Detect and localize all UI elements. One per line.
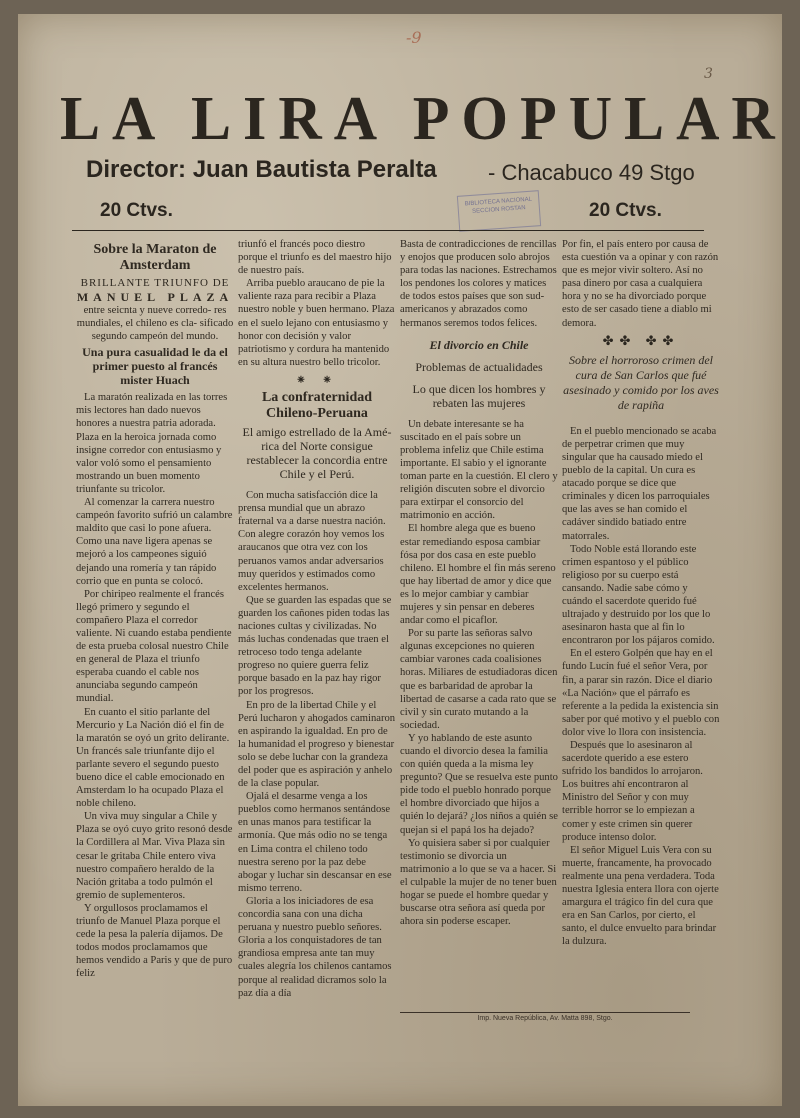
column-4 — [562, 238, 720, 949]
paragraph: En el pueblo mencionado se acaba de perpetrar crimen que muy singular que ha causado miedo el pueblo de la capital. Un cura es atacado porque se dice que criminales y dicen los parroquiales que las aves se han comido el cadáver sindido batiado entre matorrales. — [562, 425, 717, 542]
paragraph: Un debate interesante se ha suscitado en el país sobre un problema infeliz que Chile estima importante. El sabio y el ignorante toman parte en la cuestión. El clero y religión discuten sobre el divorcio para extirpar el consorcio del matrimonio en acción. — [400, 418, 558, 522]
column-1 — [76, 238, 234, 981]
article-title-divorcio: El divorcio en Chile — [429, 337, 529, 352]
paragraph: En el estero Golpén que hay en el fundo Lucín fué el señor Vera, por fin, a parar sin razón. Dice el diario «La Nación» que el párrafo es referente a la pedida la existencia sin saber por qué motivo y el pueblo con dolor vive lo llora con insistencia. — [562, 648, 720, 738]
price-right: 20 Ctvs. — [589, 200, 662, 221]
paragraph: Después que lo asesinaron al sacerdote querido a ese estero sufrido los bandidos lo arrojaron. Los buitres ahí encontraron al Ministro del Señor y con muy terrible horror se lo empiezan a comer y este crimen sin querer produce intenso dolor. — [562, 740, 703, 843]
article-subhead-2: MANUEL PLAZA — [76, 290, 234, 304]
paragraph: Un viva muy singular a Chile y Plaza se oyó cuyo grito resonó desde la Cordillera al Mar. Viva Plaza sin cesar le gritaba Chile entero viva nuestro compañero heraldo de la Nación gritaba a todo pulmón el gremio de suplementeros. — [76, 811, 233, 901]
article-subhead: El amigo estrellado de la Amé- rica del Norte consigue restablecer la concordia entre Chile y el Perú. — [242, 425, 392, 482]
address-line: - Chacabuco 49 Stgo — [488, 160, 695, 185]
paragraph: El hombre alega que es bueno estar remediando esposa cambiar fósa por dos casa en este pueblo chileno. El hombre el fin más sereno que hay libertad de amor y dice que es lo mejor cambiar y cambiar mujeres y sin pensar en deberes andar como el picaflor. — [400, 523, 556, 627]
column-3 — [400, 238, 558, 928]
column-2 — [238, 238, 396, 1000]
paragraph: La maratón realizada en las torres mis lectores han dado nuevos honores a nuestra patria adorada. Plaza en la heroica jornada como insigne corredor con entusiasmo y valor voló somo el pensamiento mostrando un buen momento triunfante su tricolor. — [76, 392, 228, 495]
paragraph: Y orgullosos proclamamos el triunfo de Manuel Plaza porque el cede la pesa la palería dijamos. De todos modos proclamamos que hemos vendido a Paris y que de puro feliz — [76, 902, 233, 980]
article-title-maraton: Sobre la Maraton de Amsterdam — [93, 242, 217, 273]
paragraph: Arriba pueblo araucano de pie la valiente raza para recibir a Plaza nuestro noble y buen hermano. Plaza en el suelo lejano con entusiasmo y honor con decisión y valor patriotismo y cordura ha mantenido en su altura nuestro bello tricolor. — [238, 278, 395, 368]
article-title-crimen: Sobre el horroroso crimen del cura de San Carlos que fué asesinado y comido por los aves de rapiña — [563, 352, 719, 412]
paragraph: Por fin, el país entero por causa de esta cuestión va a opinar y con razón que es mejor vivir soltero. Así no pasa dinero por casa a cualquiera hora y no se ha divorciado porque esto de ser casado tiene a diablo mi demora. — [562, 239, 719, 329]
paragraph: Gloria a los iniciadores de esa concordia sana con una dicha peruana y nuestro pueblo señores. Gloria a los conquistadores de tan grandiosa empresa ante tan muy cuales alegría los chilenos cantamos porque al realidad dicramos solo la paz día a día — [238, 895, 392, 999]
paragraph: Ojalá el desarme venga a los pueblos como hermanos sentándose en unas manos para testificar la armonía. Que más odio no se tenga en Lima contra el chileno todo nuestra sereno por la paz debe abogar y luchar sin descansar en ese mismo terreno. — [238, 791, 392, 894]
article-subhead-1: BRILLANTE TRIUNFO DE — [80, 277, 230, 289]
ornament: ⁕ ⁕ — [295, 371, 339, 387]
paragraph: En cuanto el sitio parlante del Mercurio y La Nación dió el fin de la maratón se oyó un grito delirante. Un francés sale triunfante dijo el parlante severo el segundo puesto bueno dice el cable emocionado en Amsterdam lo ha ocupado Plaza el noble chileno. — [76, 706, 230, 810]
masthead-title: LA LIRA POPULAR — [60, 83, 787, 153]
paragraph: Por chiripeo realmente el francés llegó primero y segundo el compañero Plaza el corredor valiente. Ni cuando estaba pendiente de esta prueba colosal nuestro Chile en general de Plaza el triunfo esperaba cuando el cable nos anunciaba segundo campeón mundial. — [76, 588, 232, 705]
article-title-confraternidad: La confraternidad Chileno-Peruana — [261, 390, 373, 422]
ornament: ✤✤ ✤✤ — [602, 332, 680, 348]
paragraph: triunfó el francés poco diestro porque el triunfo es del maestro hijo de nuestro país. — [238, 239, 392, 277]
header-rule — [72, 230, 704, 231]
paragraph: Yo quisiera saber si por cualquier testimonio se divorcia un matrimonio a lo que se va a hacer. Si el culpable la mujer de no tener buen hogar se puede el hombre quedar y buscarse otra señora así queda por ahora sin poderse escaper. — [400, 837, 557, 928]
corner-number: 3 — [704, 66, 713, 82]
printer-imprint: Imp. Nueva República, Av. Matta 898, Stgo. — [400, 1012, 690, 1022]
paragraph: Y yo hablando de este asunto cuando el divorcio desea la familia con quién queda a la misma ley pregunto? Que se resuelva este punto pide todo el pueblo honrado porque el hombre divorciado que hijos a quién lo dejará? ¿los niños a quién se quejan si el papá los ha dejado? — [400, 732, 558, 836]
article-subhead: Problemas de actualidades — [415, 359, 543, 374]
paragraph: entre seicnta y nueve corredo- res mundiales, el chileno es cla- sificado segundo campeón del mundo. — [76, 305, 234, 343]
library-stamp: BIBLIOTECA NACIONAL SECCION ROSTAN — [457, 190, 541, 232]
paragraph: Que se guarden las espadas que se guarden los cañones piden todas las naciones cultas y civilizadas. No más luchas condenadas que traen el retroceso todo tenga adelante progreso no quiere guerra feliz porque basado en la paz hay rigor por los progresos. — [238, 594, 392, 698]
paragraph: Todo Noble está llorando este crimen espantoso y el público religioso por su cuerpo está cansando. Nadie sabe cómo y cuándo el sacerdote querido fué ultrajado y destruido por los que lo asesinaron hasta que al fin lo encontraron por los pájaros comido. — [562, 543, 715, 647]
paragraph: Por su parte las señoras salvo algunas excepciones no quieren cambiar varones cada coalisiones horas. Miliares de estudiadoras dicen que es barbaridad de aprobar la libertad de casarse a cada rato que se civil y sin curato mutando a la sociedad. — [400, 628, 558, 731]
price-left: 20 Ctvs. — [100, 200, 173, 221]
director-line: Director: Juan Bautista Peralta — [86, 156, 437, 183]
ink-mark: -9 — [406, 28, 422, 47]
paragraph: Con mucha satisfacción dice la prensa mundial que un abrazo fraternal va a darse nuestra nación. Con alegre corazón hoy vemos los araucanos que otra vez con los peruanos vamos andar adversarios muy queridos y estimados como excelentes hermanos. — [238, 490, 386, 593]
article-subhead-3: Una pura casualidad le da el primer puesto al francés mister Huach — [82, 345, 228, 388]
paragraph: Al comenzar la carrera nuestro campeón favorito sufrió un calambre maldito que casi lo pone afuera. Como una nave ligera apenas se mejoró a los campeones siguió dejando una romería y tan rápido corrio que en punta se colocó. — [76, 497, 233, 587]
paragraph: El señor Miguel Luis Vera con su muerte, francamente, ha provocado realmente una pena verdadera. Toda nuestra Iglesia entera llora con ojerte amargura el trágico fin del cura que era en San Carlos, por cierto, el santo, el dulce envuelto para brindar la dulzura. — [562, 844, 719, 948]
paragraph: En pro de la libertad Chile y el Perú lucharon y ahogados caminaron en aspirando la igualdad. En pro de la humanidad el progreso y bienestar solo se debe luchar con la grandeza del poder que es aspiración y anhelo de la clase popular. — [238, 699, 396, 790]
article-subhead: Lo que dicen los hombres y rebaten las mujeres — [412, 381, 546, 410]
paragraph: Basta de contradicciones de rencillas y enojos que producen solo abrojos para todas las naciones. Estrechamos los pendones los colores y matices de todos estos países que son sud-americanos y abrazados como hermanos seremos todos felices. — [400, 239, 557, 329]
